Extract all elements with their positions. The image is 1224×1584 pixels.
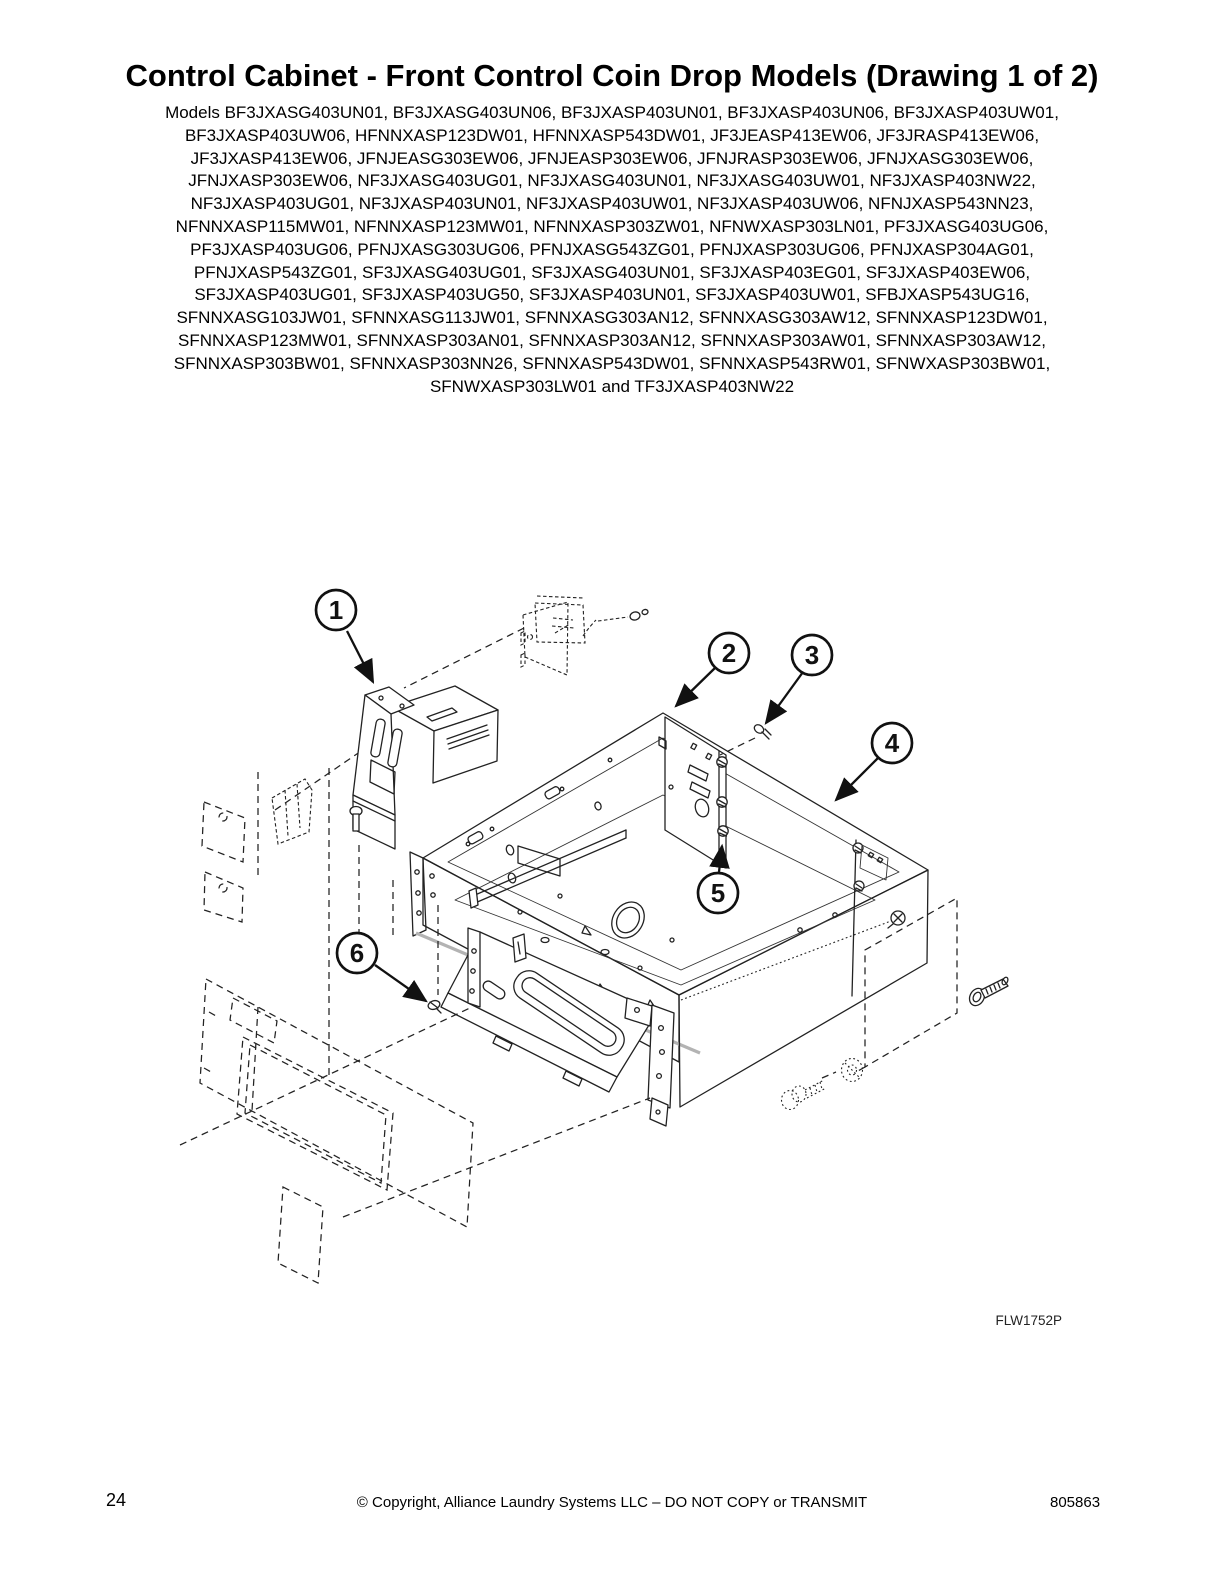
model-list-line: SF3JXASP403UG01, SF3JXASP403UG50, SF3JXASP403UN01, SF3JXASP403UW01, SFBJXASP543UG16, <box>194 285 1030 305</box>
left-reference-panels <box>202 779 312 922</box>
model-list-line: NFNNXASP115MW01, NFNNXASP123MW01, NFNNXASP303ZW01, NFNWXASP303LN01, PF3JXASG403UG06, <box>175 216 1049 236</box>
callout-1-number: 1 <box>328 595 344 625</box>
screw-item6 <box>427 999 441 1013</box>
model-list-line: Models BF3JXASG403UN01, BF3JXASG403UN06, BF3JXASP403UN01, BF3JXASP403UN06, BF3JXASP403UW01, <box>165 103 1059 122</box>
model-list-line: NF3JXASP403UG01, NF3JXASP403UN01, NF3JXASP403UW01, NF3JXASP403UW06, NFNJXASP543NN23, <box>190 194 1034 214</box>
model-list-line: PF3JXASP403UG06, PFNJXASG303UG06, PFNJXASG543ZG01, PFNJXASP303UG06, PFNJXASP304AG01, <box>190 239 1034 259</box>
model-list-line: SFNNXASP303BW01, SFNNXASP303NN26, SFNNXASP543DW01, SFNNXASP543RW01, SFNWXASP303BW01, <box>173 353 1051 373</box>
page-title: Control Cabinet - Front Control Coin Drop Models (Drawing 1 of 2) <box>125 58 1099 93</box>
callout-2-number: 2 <box>721 638 737 668</box>
screw-item3 <box>753 723 771 739</box>
model-list-line: BF3JXASP403UW06, HFNNXASP123DW01, HFNNXASP543DW01, JF3JEASP413EW06, JF3JRASP413EW06, <box>184 125 1040 145</box>
callout-1 <box>316 590 373 682</box>
callout-4-number: 4 <box>884 728 900 758</box>
model-list-line: SFNNXASP123MW01, SFNNXASP303AN01, SFNNXASP303AN12, SFNNXASP303AW01, SFNNXASP303AW12, <box>178 330 1046 350</box>
document-number: 805863 <box>1050 1494 1101 1511</box>
coin-switch-assembly <box>521 596 649 675</box>
coin-vault-bracket <box>350 686 498 849</box>
model-list-line: JFNJXASP303EW06, NF3JXASG403UG01, NF3JXASG403UN01, NF3JXASG403UW01, NF3JXASP403NW22, <box>188 171 1036 191</box>
callout-6 <box>337 933 426 1001</box>
callout-2 <box>676 633 749 706</box>
hex-bolt <box>967 976 1009 1008</box>
figure-code-label: FLW1752P <box>995 1313 1062 1328</box>
callout-3 <box>766 635 832 723</box>
copyright-notice: © Copyright, Alliance Laundry Systems LLC – DO NOT COPY or TRANSMIT <box>356 1494 868 1511</box>
model-list-line: JF3JXASP413EW06, JFNJEASG303EW06, JFNJEASP303EW06, JFNJRASP303EW06, JFNJXASG303EW06, <box>190 148 1034 168</box>
page-number: 24 <box>106 1490 127 1510</box>
model-list-line: SFNNXASG103JW01, SFNNXASG113JW01, SFNNXASG303AN12, SFNNXASG303AW12, SFNNXASP123DW01, <box>176 308 1048 328</box>
callout-3-number: 3 <box>804 640 820 670</box>
callout-5-number: 5 <box>710 878 726 908</box>
callout-4 <box>836 723 912 800</box>
washer-and-screw <box>782 1059 863 1110</box>
model-list-line: PFNJXASP543ZG01, SF3JXASG403UG01, SF3JXASG403UN01, SF3JXASP403EG01, SF3JXASP403EW06, <box>193 262 1031 282</box>
console-base <box>441 928 674 1126</box>
front-panel-outline <box>200 979 473 1283</box>
model-list-line: SFNWXASP303LW01 and TF3JXASP403NW22 <box>429 376 795 396</box>
callout-6-number: 6 <box>349 938 365 968</box>
